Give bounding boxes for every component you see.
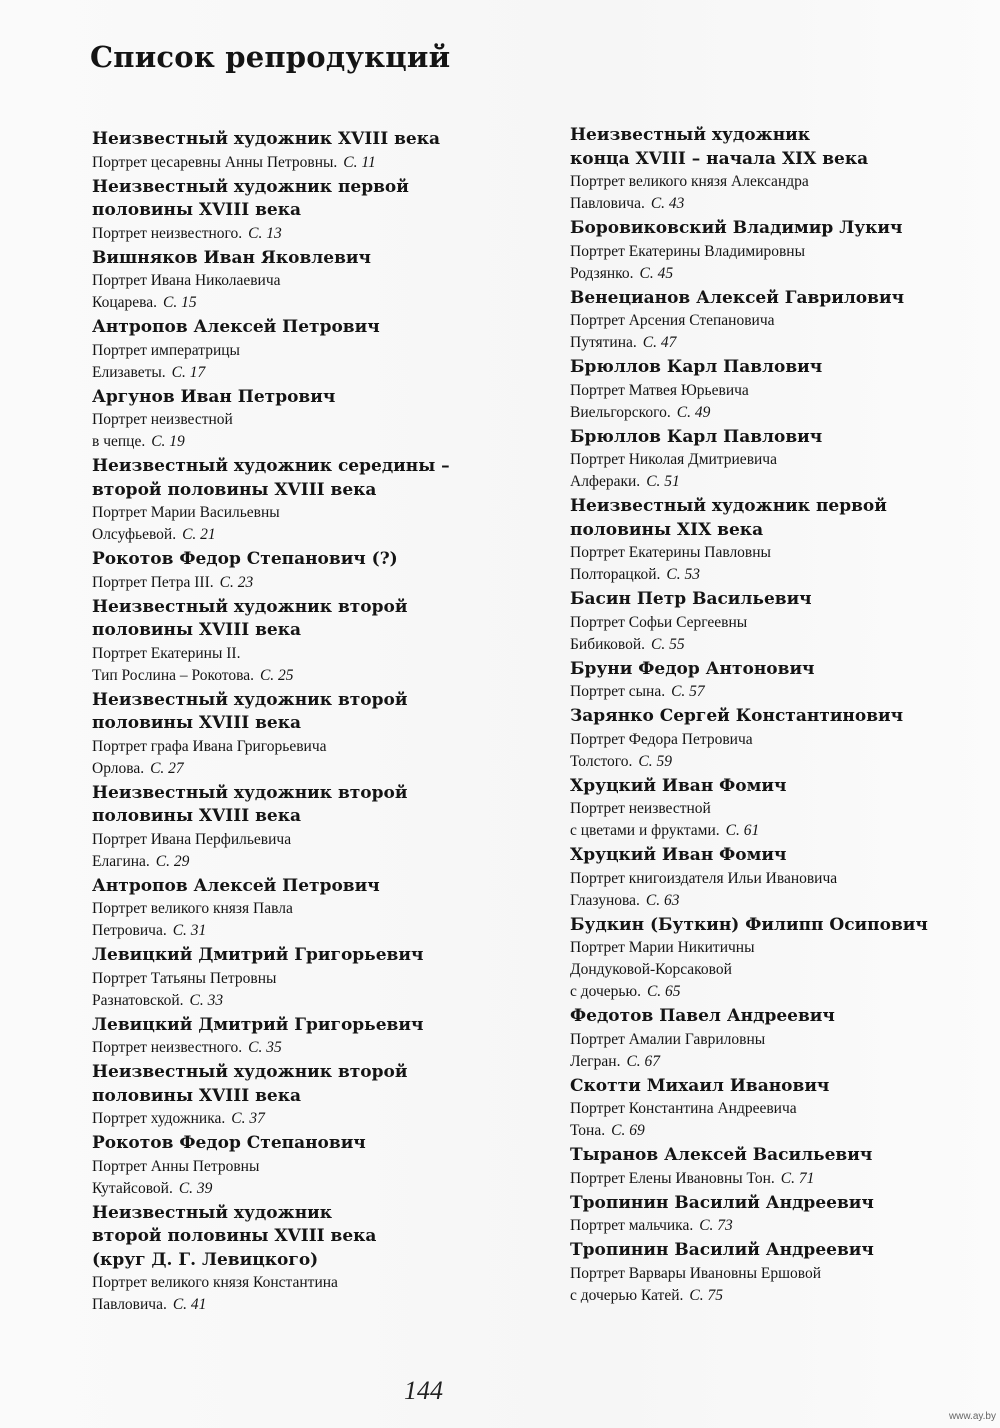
work-title-text: Портрет Николая Дмитриевича Алфераки. [570,451,777,490]
work-title-text: Портрет Амалии Гавриловны Легран. [570,1030,766,1070]
work-title [570,1029,970,1073]
artist-name: Левицкий Дмитрий Григорьевич [92,1014,424,1035]
artist-name: Аргунов Иван Петрович [92,386,336,407]
page-number: 144 [404,1376,443,1405]
work-title [570,449,970,493]
reproduction-entry [92,455,492,546]
work-title [570,1098,970,1142]
reproduction-entry [92,782,492,873]
work-title [570,1168,970,1190]
page-reference: С. 61 [725,822,760,839]
reproduction-entry [92,1061,492,1130]
page-reference: С. 31 [172,922,207,939]
reproduction-entry [570,775,970,843]
work-title [570,937,970,1003]
artist-name: Неизвестный художник первой половины XVIII века [92,176,409,220]
work-title [92,502,492,546]
artist-name: Антропов Алексей Петрович [92,875,380,896]
work-title-text: Портрет Марии Никитичны Дондуковой-Корсаковой с дочерью. [570,939,755,1000]
work-title [570,1263,970,1307]
work-title-text: Портрет неизвестного. [92,1039,243,1056]
reproduction-entry [92,1132,492,1200]
work-title-text: Портрет Петра III. [92,573,214,591]
work-title [570,380,970,424]
work-title-text: Портрет графа Ивана Григорьевича Орлова. [92,737,327,777]
artist-name: Рокотов Федор Степанович [92,1133,366,1153]
artist-name: Неизвестный художник второй половины XVIII века [92,782,408,826]
page-reference: С. 71 [780,1169,815,1187]
work-title [570,798,970,842]
page-reference: С. 15 [163,294,197,311]
page-reference: С. 55 [651,635,685,653]
reproduction-entry [570,1239,970,1307]
reproduction-entry [92,128,492,174]
work-title [92,409,492,453]
work-title [570,1215,970,1237]
page-reference: С. 43 [650,195,685,212]
artist-name: Тропинин Василий Андреевич [570,1192,874,1213]
work-title [92,643,492,687]
watermark-text: www.ay.by [948,1411,996,1422]
work-title [570,868,970,912]
work-title-text: Портрет книгоиздателя Ильи Ивановича Глазунова. [570,869,838,909]
page-title: Список репродукций [90,40,451,74]
work-title [570,171,970,215]
page-reference: С. 75 [689,1286,723,1304]
work-title-text: Портрет Татьяны Петровны Разнатовской. [92,969,277,1009]
artist-name: Федотов Павел Андреевич [570,1006,835,1026]
work-title-text: Портрет Анны Петровны Кутайсовой. [92,1157,260,1197]
page-reference: С. 63 [645,891,680,909]
artist-name: Неизвестный художник второй половины XVIII века [92,1062,408,1106]
right-column [570,124,970,1309]
reproduction-entry [570,124,970,215]
work-title [570,241,970,285]
artist-name: Тропинин Василий Андреевич [570,1240,874,1260]
work-title-text: Портрет Елены Ивановны Тон. [570,1169,775,1187]
reproduction-entry [92,875,492,943]
artist-name: Рокотов Федор Степанович (?) [92,549,398,569]
artist-name: Басин Петр Васильевич [570,589,812,609]
artist-name: Скотти Михаил Иванович [570,1075,830,1096]
reproduction-entry [92,247,492,315]
work-title-text: Портрет Ивана Николаевича Коцарева. [92,272,281,311]
work-title [92,1156,492,1200]
page-reference: С. 13 [248,224,282,242]
reproduction-entry [92,1014,492,1060]
artist-name: Неизвестный художник середины – второй половины XVIII века [92,456,450,500]
artist-name: Вишняков Иван Яковлевич [92,247,371,268]
artist-name: Брюллов Карл Павлович [570,357,823,377]
work-title [92,1108,492,1130]
artist-name: Тыранов Алексей Васильевич [570,1145,873,1165]
artist-name: Неизвестный художник второй половины XVIII века [92,596,408,640]
work-title [92,1272,492,1316]
work-title-text: Портрет цесаревны Анны Петровны. [92,153,338,171]
work-title-text: Портрет великого князя Константина Павловича. [92,1274,338,1313]
reproduction-entry [570,356,970,424]
reproduction-entry [570,1144,970,1190]
work-title-text: Портрет Екатерины Павловны Полторацкой. [570,544,771,583]
work-title [92,898,492,942]
work-title [92,152,492,174]
work-title-text: Портрет Константина Андреевича Тона. [570,1100,797,1139]
work-title-text: Портрет Софьи Сергеевны Бибиковой. [570,613,748,653]
reproduction-entry [570,1075,970,1143]
reproduction-entry [570,588,970,656]
work-title [92,968,492,1012]
work-title-text: Портрет императрицы Елизаветы. [92,341,240,381]
reproduction-entry [570,1192,970,1238]
page-reference: С. 29 [155,852,190,870]
reproduction-entry [570,705,970,773]
artist-name: Венецианов Алексей Гаврилович [570,287,905,308]
work-title-text: Портрет мальчика. [570,1217,694,1234]
artist-name: Будкин (Буткин) Филипп Осипович [570,914,928,935]
work-title [570,729,970,773]
work-title [92,736,492,780]
work-title [570,612,970,656]
page-reference: С. 51 [646,473,680,490]
work-title-text: Портрет Екатерины II. Тип Рослина – Рокотова. [92,644,254,684]
artist-name: Хруцкий Иван Фомич [570,775,787,796]
page-reference: С. 41 [172,1296,207,1313]
work-title-text: Портрет Екатерины Владимировны Родзянко. [570,242,806,282]
page-reference: С. 47 [642,334,677,351]
work-title-text: Портрет Ивана Перфильевича Елагина. [92,830,292,870]
page-reference: С. 67 [626,1052,661,1070]
page-reference: С. 37 [231,1110,265,1127]
reproduction-entry [570,1005,970,1073]
page-reference: С. 35 [248,1039,282,1056]
reproduction-entry [570,658,970,704]
artist-name: Бруни Федор Антонович [570,658,815,679]
page-reference: С. 27 [150,759,184,777]
reproduction-entry [92,176,492,245]
artist-name: Хруцкий Иван Фомич [570,845,787,865]
work-title-text: Портрет неизвестной в чепце. [92,411,233,450]
work-title [92,572,492,594]
artist-name: Неизвестный художник XVIII века [92,129,441,149]
reproduction-entry [570,287,970,355]
work-title [92,223,492,245]
work-title-text: Портрет Варвары Ивановны Ершовой с дочерью Катей. [570,1264,822,1304]
page-reference: С. 17 [171,363,206,381]
work-title [570,310,970,354]
work-title [570,542,970,586]
reproduction-entry [92,316,492,384]
artist-name: Брюллов Карл Павлович [570,426,823,447]
page-reference: С. 19 [151,433,185,450]
page-reference: С. 11 [343,153,376,171]
page-reference: С. 25 [259,666,294,684]
artist-name: Левицкий Дмитрий Григорьевич [92,945,424,965]
work-title-text: Портрет неизвестной с цветами и фруктами. [570,800,720,839]
work-title-text: Портрет сына. [570,683,666,700]
artist-name: Зарянко Сергей Константинович [570,706,904,726]
work-title-text: Портрет Марии Васильевны Олсуфьевой. [92,504,280,543]
work-title-text: Портрет великого князя Александра Павловича. [570,173,809,212]
page-reference: С. 73 [699,1217,733,1234]
reproduction-entry [92,386,492,454]
page-reference: С. 65 [646,983,681,1000]
page-reference: С. 23 [219,573,254,591]
reproduction-entry [570,217,970,285]
work-title-text: Портрет неизвестного. [92,224,243,242]
page-reference: С. 45 [639,264,674,282]
page-reference: С. 53 [666,566,700,583]
page-reference: С. 69 [611,1122,645,1139]
page-reference: С. 59 [638,752,672,770]
work-title [92,270,492,314]
reproduction-entry [92,596,492,687]
page-reference: С. 49 [676,403,711,421]
reproduction-entry [92,1202,492,1317]
artist-name: Неизвестный художник второй половины XVIII века [92,689,408,733]
reproduction-entry [570,426,970,494]
reproduction-entry [570,844,970,912]
page-reference: С. 21 [182,526,216,543]
reproduction-entry [92,944,492,1012]
left-column [92,128,492,1318]
work-title [92,340,492,384]
work-title-text: Портрет художника. [92,1110,226,1127]
work-title [92,1037,492,1059]
work-title-text: Портрет Федора Петровича Толстого. [570,730,753,770]
artist-name: Антропов Алексей Петрович [92,317,380,337]
artist-name: Неизвестный художник конца XVIII – начала XIX века [570,125,869,169]
artist-name: Боровиковский Владимир Лукич [570,218,903,238]
reproduction-entry [570,495,970,586]
page-reference: С. 39 [178,1179,213,1197]
reproduction-entry [92,689,492,780]
work-title [92,829,492,873]
page-reference: С. 33 [189,991,224,1009]
artist-name: Неизвестный художник первой половины XIX века [570,496,887,540]
work-title [570,681,970,703]
artist-name: Неизвестный художник второй половины XVIII века (круг Д. Г. Левицкого) [92,1202,377,1270]
reproduction-entry [92,548,492,594]
page-reference: С. 57 [671,683,705,700]
work-title-text: Портрет Матвея Юрьевича Виельгорского. [570,381,749,421]
work-title-text: Портрет Арсения Степановича Путятина. [570,312,775,351]
work-title-text: Портрет великого князя Павла Петровича. [92,900,293,939]
reproduction-entry [570,914,970,1004]
